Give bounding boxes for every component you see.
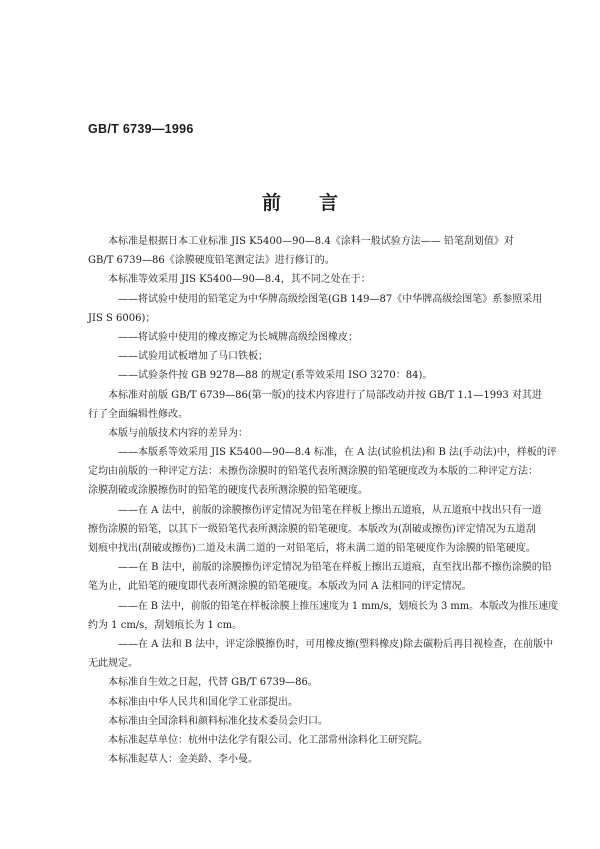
text-line: 本标准自生效之日起，代替 GB/T 6739—86。 — [108, 677, 318, 689]
text-line: ——在 B 法中，前版的铅笔在样板涂膜上推压速度为 1 mm/s，划痕长为 3 mm。本版改为推压速度 — [118, 600, 559, 612]
text-line: ——在 A 法中，前版的涂膜擦伤评定情况为铅笔在样板上擦出五道痕，从五道痕中找出只有一道 — [118, 504, 542, 516]
text-line: 定均由前版的一种评定方法：未擦伤涂膜时的铅笔代表所测涂膜的铅笔硬度改为本版的二种评定方法： — [88, 466, 538, 478]
text-line: GB/T 6739—86《涂膜硬度铅笔测定法》进行修订的。 — [88, 255, 335, 267]
text-line: 无此规定。 — [88, 658, 138, 670]
text-line: 行了全面编辑性修改。 — [88, 408, 188, 420]
text-line: 约为 1 cm/s，刮划痕长为 1 cm。 — [88, 619, 243, 631]
text-line: 本标准是根据日本工业标准 JIS K5400—90—8.4《涂料一般试验方法—— 铅笔刮划值》对 — [108, 236, 514, 247]
text-line: 本标准起草单位：杭州中法化学有限公司、化工部常州涂料化工研究院。 — [108, 734, 428, 746]
text-line: ——试验用试板增加了马口铁板； — [118, 351, 268, 363]
text-line: ——在 A 法和 B 法中，评定涂膜擦伤时，可用橡皮擦(塑料橡皮)除去碳粉后再目视检查，在前版中 — [118, 638, 554, 650]
text-line: 本标准对前版 GB/T 6739—86(第一版)的技术内容进行了局部改动并按 GB/T 1.1—1993 对其进 — [108, 389, 542, 401]
page-title — [0, 188, 600, 215]
text-line: 本标准等效采用 JIS K5400—90—8.4，其不同之处在于： — [108, 274, 371, 286]
standard-number: GB/T 6739—1996 — [88, 122, 194, 136]
text-line: ——试验条件按 GB 9278—88 的规定(系等效采用 ISO 3270：84)。 — [118, 370, 433, 382]
text-line: 笔为止，此铅笔的硬度即代表所测涂膜的铅笔硬度。本版改为同 A 法相同的评定情况。 — [88, 581, 472, 593]
text-line: ——本版系等效采用 JIS K5400—90—8.4 标准，在 A 法(试验机法)和 B 法(手动法)中，样板的评 — [118, 447, 557, 459]
foreword-body — [88, 232, 558, 769]
text-line: 划痕中找出(刮破或擦伤)二道及未满二道的一对铅笔后，将未满二道的铅笔硬度作为涂膜的铅笔硬度。 — [88, 543, 536, 554]
text-line: 本版与前版技术内容的差异为： — [108, 427, 248, 439]
title-char-2: 言 — [319, 192, 339, 214]
title-char-1: 前 — [261, 192, 281, 214]
text-line: 本标准由全国涂料和颜料标准化技术委员会归口。 — [108, 715, 328, 727]
text-line: JIS S 6006)； — [88, 312, 156, 324]
text-line: 涂膜刮破或涂膜擦伤时的铅笔的硬度代表所测涂膜的铅笔硬度。 — [88, 485, 368, 497]
text-line: ——将试验中使用的铅笔定为中华牌高级绘图笔(GB 149—87《中华牌高级绘图笔》系参照采用 — [118, 293, 543, 305]
text-line: 本标准起草人：金美龄、李小曼。 — [108, 754, 258, 766]
text-line: 本标准由中华人民共和国化学工业部提出。 — [108, 696, 298, 708]
text-line: ——将试验中使用的橡皮擦定为长城牌高级绘图橡皮； — [118, 331, 358, 343]
text-line: 擦伤涂膜的铅笔，以其下一级铅笔代表所测涂膜的铅笔硬度。本版改为(刮破或擦伤)评定情况为五道刮 — [88, 523, 536, 535]
text-line: ——在 B 法中，前版的涂膜擦伤评定情况为铅笔在样板上擦出五道痕，直至找出都不擦伤涂膜的铅 — [118, 562, 552, 574]
